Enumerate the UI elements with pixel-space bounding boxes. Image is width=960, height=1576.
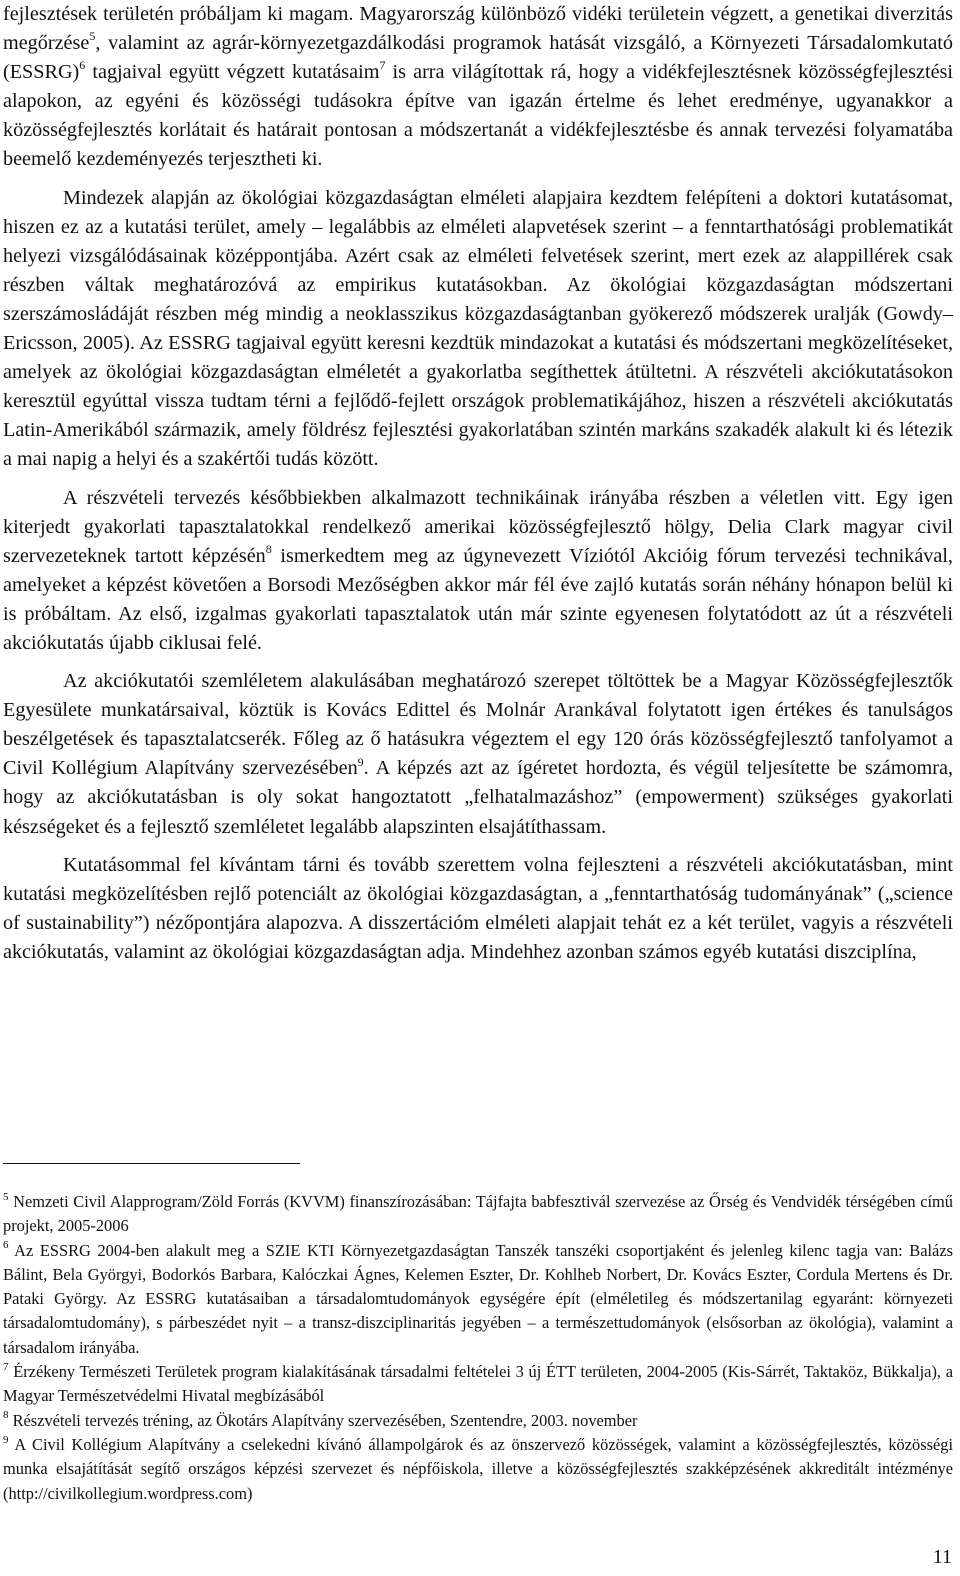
text-run: Az akciókutatói szemléletem alakulásában meghatározó szerepet töltöttek be a Magyar Közösségfejlesztők Egyesülete munkatársaival, köztük is Kovács Edittel és Molnár Arankával folytatott igen értékes és tanulságos beszélgetések és tapasztalatcserék. Főleg az ő hatásukra végeztem el egy 120 órás közösségfejlesztő tanfolyamot a Civil Kollégium Alapítvány szervezésében <box>3 670 953 780</box>
footnote-ref-7[interactable]: 7 <box>379 58 386 73</box>
footnote-ref-9[interactable]: 9 <box>357 754 364 769</box>
paragraph-1 <box>3 0 953 175</box>
footnote-number: 7 <box>3 1360 9 1373</box>
footnote-8 <box>3 1409 953 1433</box>
footnote-separator <box>3 1163 300 1164</box>
footnote-number: 9 <box>3 1433 9 1446</box>
footnote-ref-8[interactable]: 8 <box>265 541 272 556</box>
paragraph-2: Mindezek alapján az ökológiai közgazdaságtan elméleti alapjaira kezdtem felépíteni a doktori kutatásomat, hiszen ez az a kutatási terület, amely – legalábbis az elméleti alapvetések szerint – a fenntarthatósági problematikát helyezi vizsgálódásainak középpontjába. Azért csak az elméleti felvetések szerint, mert ezek az alappillérek csak részben váltak meghatározóvá az empirikus kutatásokban. Az ökológiai közgazdaságtan módszertani szerszámosládáját részben még mindig a neoklasszikus közgazdaságtanban gyökerező módszerek uralják (Gowdy– Ericsson, 2005). Az ESSRG tagjaival együtt keresni kezdtük mindazokat a kutatási és módszertani megközelítéseket, amelyek az ökológiai közgazdaságtan elméletét a gyakorlatba segíthettek átültetni. A részvételi akciókutatásokon keresztül egyúttal vissza tudtam térni a fejlődő-fejlett országok problematikájához, hiszen a részvételi akciókutatás Latin-Amerikából származik, amely földrész fejlesztési gyakorlatában szintén markáns szakadék alakult ki és létezik a mai napig a helyi és a szakértői tudás között. <box>3 186 953 471</box>
footnote-text: Az ESSRG 2004-ben alakult meg a SZIE KTI Környezetgazdaságtan Tanszék tanszéki csoportjaként és jelenleg kilenc tagja van: Balázs Bálint, Bela Györgyi, Bodorkós Barbara, Kalóczkai Ágnes, Kelemen Eszter, Dr. Kohlheb Norbert, Dr. Kovács Eszter, Cordula Mertens és Dr. Pataki György. Az ESSRG kutatásaiban a társadalomtudományok egységére épít (elméletileg és módszertanilag egyaránt: környezeti társadalomtudomány), s párbeszédet nyit – a transz-diszciplinaritás jegyében – a természettudományok (elsősorban az ökológia), valamint a társadalom irányába. <box>3 1240 953 1357</box>
footnote-9 <box>3 1433 953 1506</box>
footnote-ref-5[interactable]: 5 <box>89 29 96 44</box>
page-body <box>3 0 953 967</box>
footnote-7 <box>3 1360 953 1409</box>
footnotes <box>3 1190 953 1506</box>
footnote-6 <box>3 1239 953 1360</box>
paragraph-5: Kutatásommal fel kívántam tárni és tovább szerettem volna fejleszteni a részvételi akciókutatásban, mint kutatási megközelítésben rejlő potenciált az ökológiai közgazdaságtan, a „fenntarthatóság tudományának” („science of sustainability”) nézőpontjára alapozva. A disszertációm elméleti alapjait tehát ez a két terület, vagyis a részvételi akciókutatás, valamint az ökológiai közgazdaságtan adja. Mindehhez azonban számos egyéb kutatási diszciplína, <box>3 853 953 963</box>
footnote-text: Érzékeny Természeti Területek program kialakításának társadalmi feltételei 3 új ÉTT területen, 2004-2005 (Kis-Sárrét, Taktaköz, Bükkalja), a Magyar Természetvédelmi Hivatal megbízásából <box>3 1362 953 1406</box>
footnote-5 <box>3 1190 953 1239</box>
footnote-number: 6 <box>3 1239 9 1252</box>
footnote-text: Nemzeti Civil Alapprogram/Zöld Forrás (KVVM) finanszírozásában: Tájfajta babfesztivál szervezése az Őrség és Vendvidék térségében című projekt, 2005-2006 <box>3 1192 953 1236</box>
page-number: 11 <box>932 1546 952 1568</box>
text-run: is arra világítottak rá, hogy a vidékfejlesztésnek közösségfejlesztési alapokon, az egyéni és közösségi tudásokra építve van igazán értelme és lehet eredménye, ugyanakkor a közösségfejlesztés korlátait és határait pontosan a módszertanát a vidékfejlesztésbe és annak tervezési folyamatába beemelő kezdeményezés terjesztheti ki. <box>3 61 953 171</box>
footnote-ref-6[interactable]: 6 <box>79 58 86 73</box>
footnote-number: 5 <box>3 1190 9 1203</box>
footnote-text: Részvételi tervezés tréning, az Ökotárs Alapítvány szervezésében, Szentendre, 2003. november <box>8 1410 638 1430</box>
footnote-number: 8 <box>3 1409 9 1422</box>
text-run: , valamint az agrár-környezetgazdálkodási programok hatását vizsgáló, a Környezeti Társadalomkutató (ESSRG) <box>3 32 953 84</box>
paragraph-4 <box>3 667 953 842</box>
text-run: ismerkedtem meg az úgynevezett Víziótól Akcióig fórum tervezési technikával, amelyeket a képzést követően a Borsodi Mezőségben akkor már fél éve zajló kutatás során néhány hónapon belül ki is próbáltam. Az első, izgalmas gyakorlati tapasztalatok után már szinte egyenesen folytatódott az út a részvételi akciókutatás újabb ciklusai felé. <box>3 544 953 654</box>
footnote-text: A Civil Kollégium Alapítvány a cselekedni kívánó állampolgárok és az önszervező közösségek, valamint a közösségfejlesztés, közösségi munka elsajátítását segítő országos képzési szervezet és népfőiskola, illetve a közösségfejlesztés szakképzésének akkreditált intézménye (http://civilkollegium.wordpress.com) <box>3 1434 953 1503</box>
text-run: tagjaival együtt végzett kutatásaim <box>85 61 380 84</box>
text-run: . A képzés azt az ígéretet hordozta, és végül teljesítette be számomra, hogy az akciókutatásban is oly sokat hangoztatott „felhatalmazáshoz” (empowerment) szükséges gyakorlati készségeket és a fejlesztő szemléletet legalább alapszinten elsajátíthassam. <box>3 757 953 838</box>
text-run: A részvételi tervezés későbbiekben alkalmazott technikáinak irányába részben a véletlen vitt. Egy igen kiterjedt gyakorlati tapasztalatokkal rendelkező amerikai közösségfejlesztő hölgy, Delia Clark magyar civil szervezeteknek tartott képzésén <box>3 486 953 567</box>
paragraph-3 <box>3 484 953 659</box>
text-run: fejlesztések területén próbáljam ki magam. Magyarország különböző vidéki területein végzett, a genetikai diverzitás megőrzése <box>3 3 953 55</box>
